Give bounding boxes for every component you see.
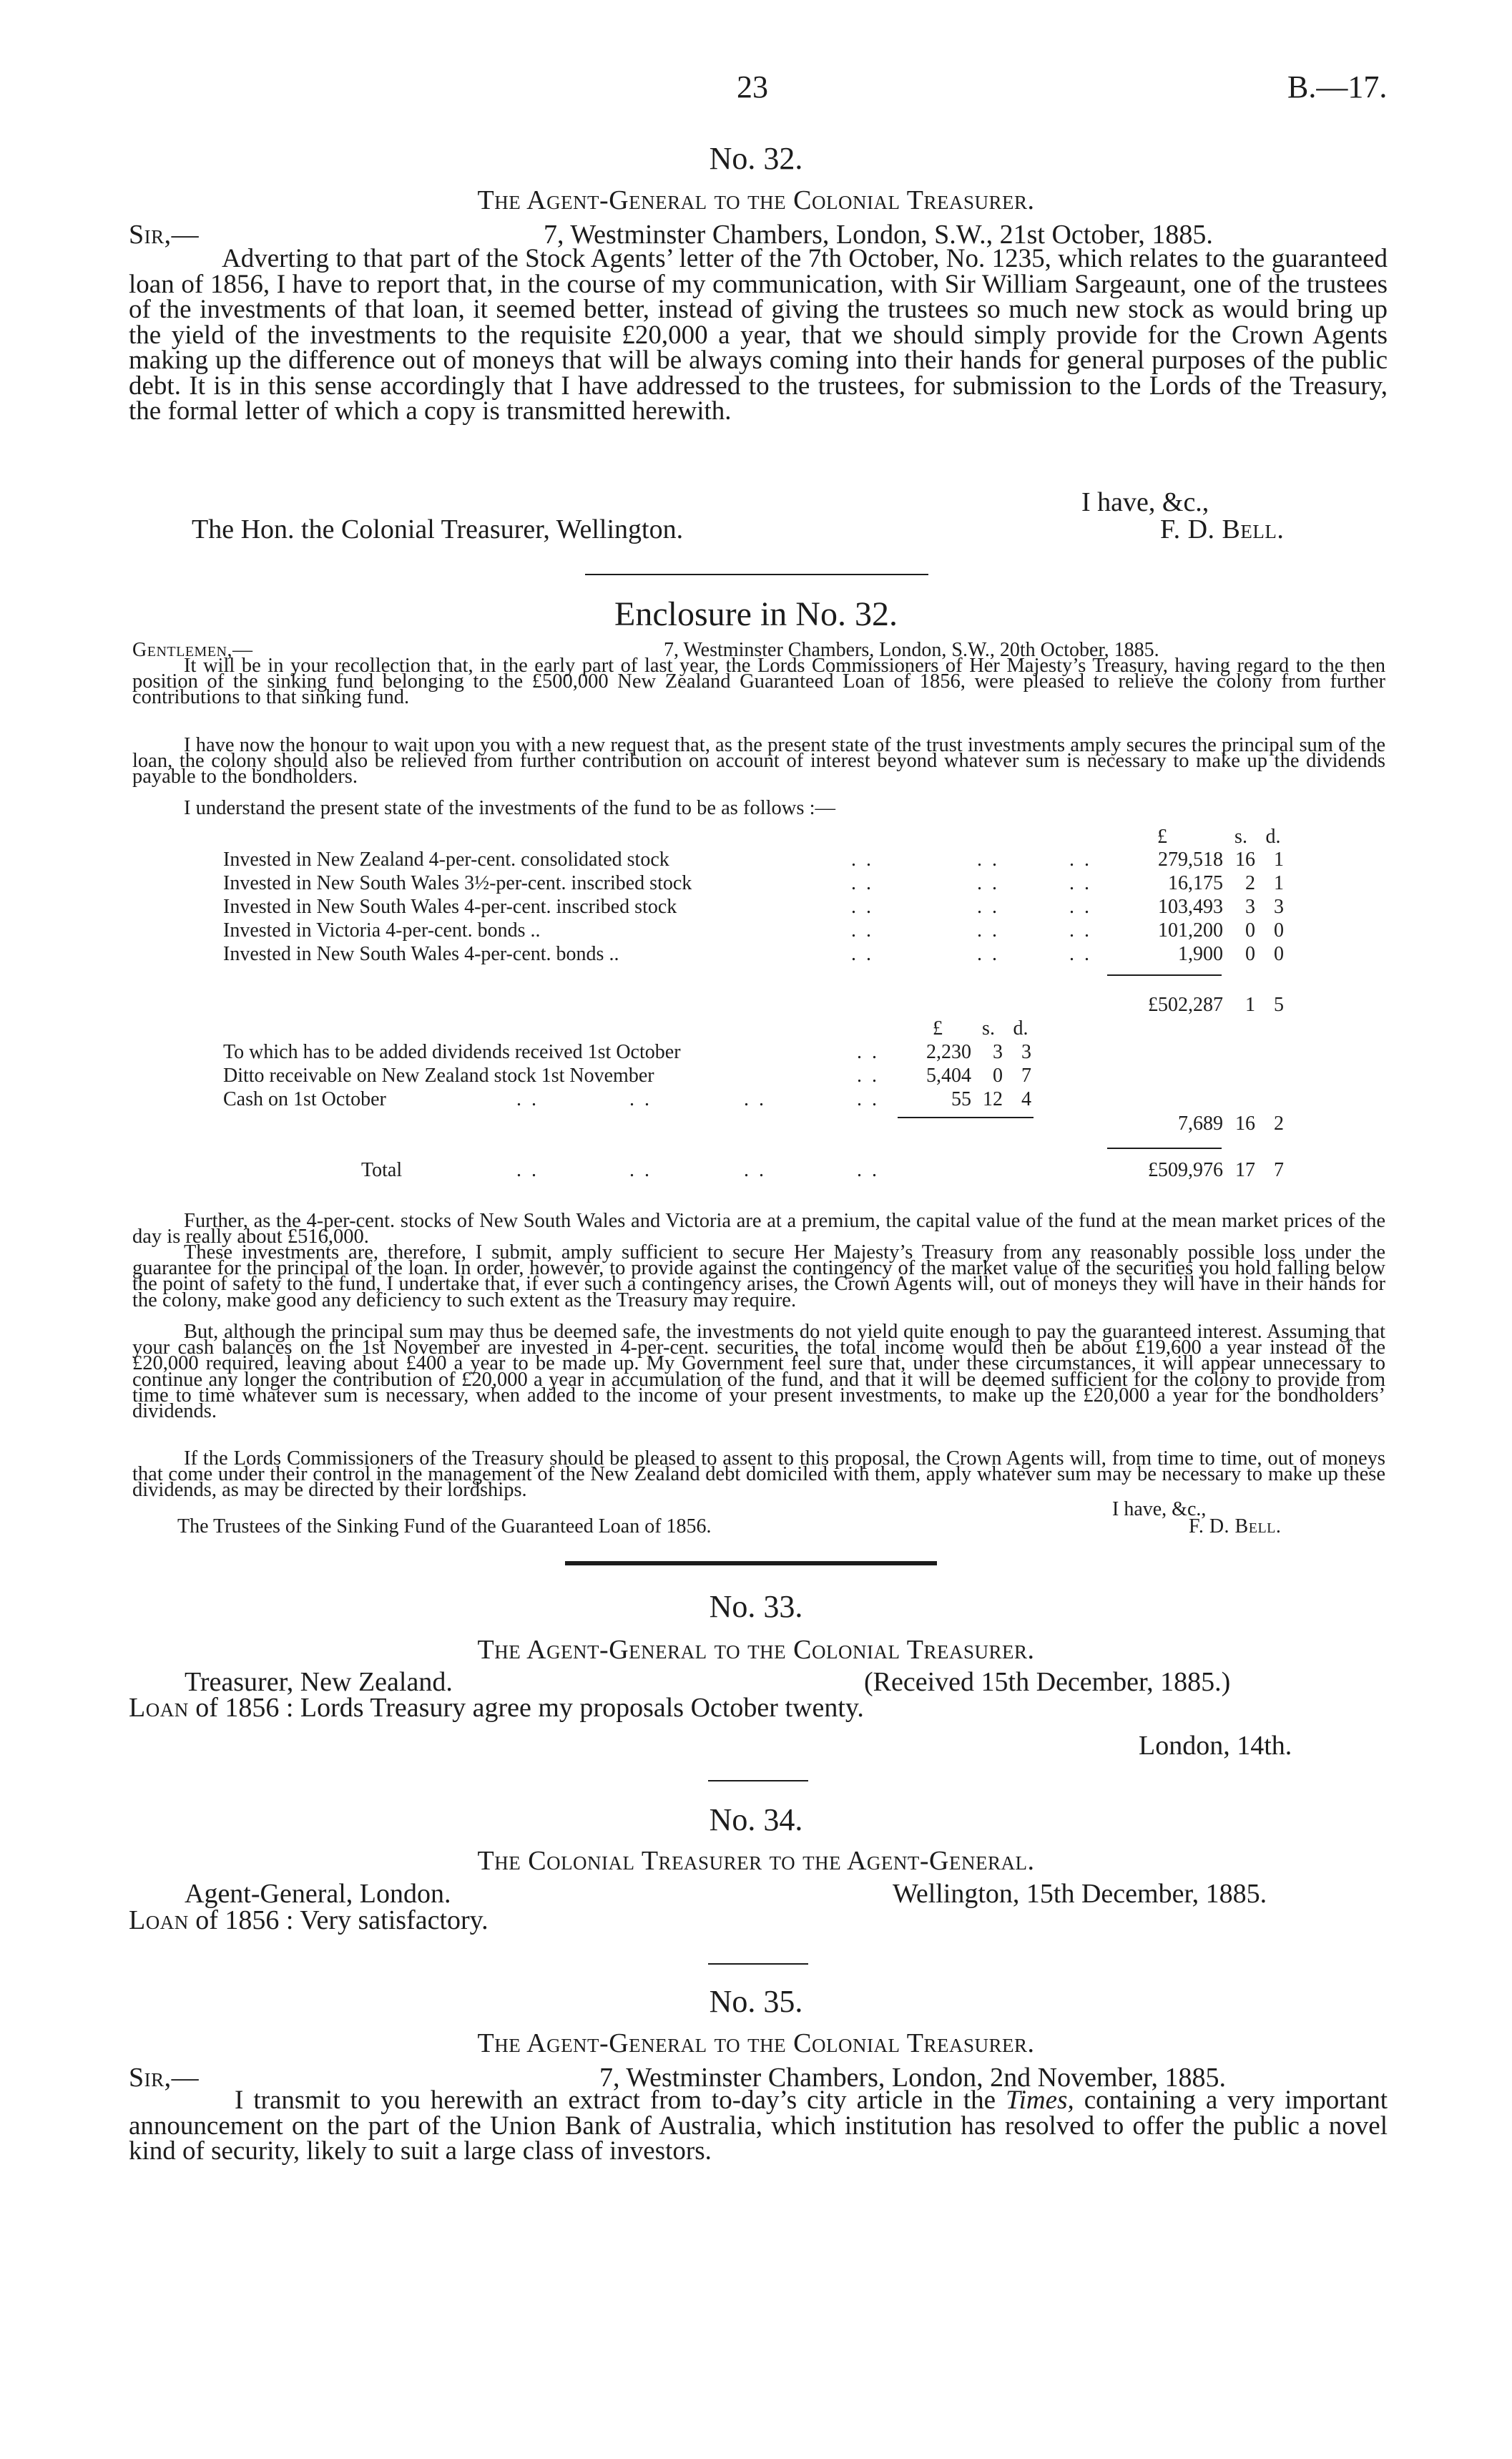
amount-pounds: 1,900	[1178, 943, 1223, 965]
short-divider	[708, 1780, 808, 1781]
place-date-33: London, 14th.	[1139, 1731, 1292, 1761]
amount-pence: 1	[1274, 872, 1284, 894]
sum-rule	[1107, 1148, 1222, 1149]
telegram-message-34	[129, 1905, 489, 1936]
dot-leader: ..	[516, 1088, 546, 1110]
place-date-34: Wellington, 15th December, 1885.	[893, 1879, 1267, 1909]
amount-pence: 0	[1274, 943, 1284, 965]
addressee-32: The Hon. the Colonial Treasurer, Wellington.	[192, 514, 684, 544]
received-date-33: (Received 15th December, 1885.)	[864, 1667, 1231, 1697]
enclosure-paragraph: I understand the present state of the investments of the fund to be as follows :—	[184, 797, 835, 819]
dot-leader: ..	[1069, 849, 1099, 871]
enclosure-signature: F. D. Bell.	[1189, 1515, 1282, 1538]
amount-shillings: 0	[1245, 943, 1255, 965]
column-header-pounds: £	[933, 1017, 943, 1040]
loan-label: Loan	[129, 1905, 189, 1935]
amount-pence: 3	[1274, 896, 1284, 918]
row-label: Ditto receivable on New Zealand stock 1st November	[223, 1065, 654, 1087]
subtotal-pounds: £502,287	[1148, 994, 1223, 1016]
body-35	[129, 2088, 1388, 2164]
telegram-recipient-34: Agent-General, London.	[185, 1879, 451, 1909]
amount-pounds: 103,493	[1158, 896, 1223, 918]
amount-shillings: 0	[993, 1065, 1003, 1087]
dot-leader: ..	[977, 896, 1007, 918]
dot-leader: ..	[629, 1088, 659, 1110]
dot-leader: ..	[516, 1159, 546, 1181]
loan-label: Loan	[129, 1693, 189, 1723]
dot-leader: ..	[1069, 919, 1099, 942]
body-32: Adverting to that part of the Stock Agents’ letter of the 7th October, No. 1235, which relates to the guaranteed loan of 1856, I have to report that, in the course of my communication, with Sir William Sargeaunt, one of the trustees of the investments of that loan, it seemed better, instead of giving the trustees so much new stock as would bring up the yield of the investments to the requisite £20,000 a year, that we should simply provide for the Crown Agents making up the difference out of moneys that will be always coming into their hands for general purposes of the public debt. It is in this sense accordingly that I have addressed to the trustees, for submission to the Lords of the Treasury, the formal letter of which a copy is transmitted herewith.	[129, 244, 1388, 426]
message-text: of 1856 : Very satisfactory.	[195, 1905, 489, 1935]
dot-leader: ..	[851, 896, 881, 918]
dot-leader: ..	[1069, 896, 1099, 918]
enclosure-address: 7, Westminster Chambers, London, S.W., 20th October, 1885.	[664, 639, 1159, 661]
total-pence: 7	[1274, 1159, 1284, 1181]
newspaper-title: Times,	[1006, 2086, 1074, 2115]
row-label: To which has to be added dividends received 1st October	[223, 1041, 681, 1063]
amount-pounds: 2,230	[926, 1041, 971, 1063]
column-header-shillings: s.	[1234, 826, 1247, 848]
amount-pence: 0	[1274, 919, 1284, 942]
row-label: Cash on 1st October	[223, 1088, 386, 1110]
page-number: 23	[737, 69, 768, 104]
amount-shillings: 16	[1235, 849, 1255, 871]
message-text: of 1856 : Lords Treasury agree my proposals October twenty.	[195, 1693, 864, 1723]
dot-leader: ..	[851, 849, 881, 871]
row-label: Invested in Victoria 4-per-cent. bonds ..	[223, 919, 541, 942]
enclosure-paragraph: I have now the honour to wait upon you with a new request that, as the present state of the trust investments amply secures the principal sum of the loan, the colony should also be relieved from further contribution on account of interest beyond whatever sum is necessary to make up the dividends payable to the bondholders.	[132, 734, 1385, 788]
column-header-pence: d.	[1013, 1017, 1029, 1040]
signature-32: F. D. Bell.	[1160, 514, 1285, 544]
amount-pence: 7	[1021, 1065, 1031, 1087]
salutation-35: Sir,—	[129, 2063, 200, 2093]
dot-leader: ..	[744, 1159, 774, 1181]
section-title-34: No. 34.	[709, 1802, 803, 1837]
body-text: I transmit to you herewith an extract from to-day’s city article in the	[235, 2086, 1006, 2115]
amount-shillings: 3	[993, 1041, 1003, 1063]
amount-pounds: 279,518	[1158, 849, 1223, 871]
amount-shillings: 12	[983, 1088, 1003, 1110]
amount-pence: 4	[1021, 1088, 1031, 1110]
total-pounds: £509,976	[1148, 1159, 1223, 1181]
dot-leader: ..	[857, 1159, 887, 1181]
enclosure-addressee: The Trustees of the Sinking Fund of the Guaranteed Loan of 1856.	[177, 1515, 712, 1538]
row-label: Invested in New South Wales 4-per-cent. inscribed stock	[223, 896, 677, 918]
series-reference: B.—17.	[1287, 69, 1388, 104]
total-label: Total	[361, 1159, 403, 1181]
subtotal-shillings: 1	[1245, 994, 1255, 1016]
section-title-35: No. 35.	[709, 1984, 803, 2019]
section-subtitle-34: The Colonial Treasurer to the Agent-General.	[477, 1846, 1035, 1876]
enclosure-paragraph: If the Lords Commissioners of the Treasury should be pleased to assent to this proposal, the Crown Agents will, from time to time, out of moneys that come under their control in the management of the New Zealand debt domiciled with them, apply whatever sum may be necessary to make up these dividends, as may be directed by their lordships.	[132, 1447, 1385, 1502]
section-subtitle-32: The Agent-General to the Colonial Treasurer.	[477, 185, 1035, 215]
enclosure-closing: I have, &c.,	[1112, 1498, 1207, 1520]
thick-divider	[565, 1561, 937, 1565]
subtotal-pence: 5	[1274, 994, 1284, 1016]
dot-leader: ..	[857, 1065, 887, 1087]
enclosure-title: Enclosure in No. 32.	[614, 595, 898, 633]
telegram-message-33	[129, 1692, 864, 1724]
amount-pence: 1	[1274, 849, 1284, 871]
dot-leader: ..	[851, 943, 881, 965]
enclosure-paragraph: These investments are, therefore, I submit, amply sufficient to secure Her Majesty’s Treasury from any reasonably possible loss under the guarantee for the principal of the loan. In order, however, to provide against the contingency of the market value of the securities you hold falling below the point of safety to the fund, I undertake that, if ever such a contingency arises, the Crown Agents will, out of moneys they will have in their hands for the colony, make good any deficiency to such extent as the Treasury may require.	[132, 1241, 1385, 1311]
enclosure-paragraph: It will be in your recollection that, in the early part of last year, the Lords Commissioners of Her Majesty’s Treasury, having regard to the then position of the sinking fund belonging to the £500,000 New Zealand Guaranteed Loan of 1856, were pleased to relieve the colony from further contributions to that sinking fund.	[132, 655, 1385, 709]
salutation-32: Sir,—	[129, 220, 200, 250]
additions-total-pounds: 7,689	[1178, 1113, 1223, 1135]
address-32: 7, Westminster Chambers, London, S.W., 21st October, 1885.	[544, 220, 1213, 250]
additions-total-shillings: 16	[1235, 1113, 1255, 1135]
dot-leader: ..	[1069, 943, 1099, 965]
column-header-shillings: s.	[982, 1017, 995, 1040]
row-label: Invested in New South Wales 3½-per-cent. inscribed stock	[223, 872, 692, 894]
enclosure-paragraph: But, although the principal sum may thus be deemed safe, the investments do not yield quite enough to pay the guaranteed interest. Assuming that your cash balances on the 1st November are invested in 4-per-cent. securities, the total income would then be about £19,600 a year instead of the £20,000 required, leaving about £400 a year to be made up. My Government feel sure that, under these circumstances, it will appear unnecessary to continue any longer the contribution of £20,000 a year in accumulation of the fund, and that it will be deemed sufficient for the colony to provide from time to time whatever sum is necessary, when added to the income of your present investments, to make up the £20,000 a year for the bondholders’ dividends.	[132, 1321, 1385, 1423]
row-label: Invested in New South Wales 4-per-cent. bonds ..	[223, 943, 619, 965]
dot-leader: ..	[977, 849, 1007, 871]
total-shillings: 17	[1235, 1159, 1255, 1181]
amount-shillings: 3	[1245, 896, 1255, 918]
sum-rule	[898, 1117, 1034, 1118]
amount-shillings: 2	[1245, 872, 1255, 894]
telegram-recipient-33: Treasurer, New Zealand.	[185, 1667, 453, 1697]
address-35: 7, Westminster Chambers, London, 2nd November, 1885.	[599, 2063, 1226, 2093]
column-header-pounds: £	[1157, 826, 1167, 848]
divider	[585, 574, 928, 575]
row-label: Invested in New Zealand 4-per-cent. consolidated stock	[223, 849, 669, 871]
dot-leader: ..	[977, 872, 1007, 894]
section-subtitle-33: The Agent-General to the Colonial Treasurer.	[477, 1635, 1035, 1665]
dot-leader: ..	[851, 872, 881, 894]
dot-leader: ..	[977, 919, 1007, 942]
dot-leader: ..	[977, 943, 1007, 965]
dot-leader: ..	[851, 919, 881, 942]
closing-32: I have, &c.,	[1081, 487, 1209, 517]
section-subtitle-35: The Agent-General to the Colonial Treasurer.	[477, 2028, 1035, 2058]
dot-leader: ..	[629, 1159, 659, 1181]
amount-shillings: 0	[1245, 919, 1255, 942]
body-text: containing a very important announcement on the part of the Union Bank of Australia, which institution has resolved to offer the public a novel kind of security, likely to suit a large class of investors.	[129, 2086, 1388, 2166]
enclosure-paragraph: Further, as the 4-per-cent. stocks of New South Wales and Victoria are at a premium, the capital value of the fund at the mean market prices of the day is really about £516,000.	[132, 1210, 1385, 1248]
short-divider	[708, 1963, 808, 1965]
amount-pounds: 101,200	[1158, 919, 1223, 942]
amount-pounds: 55	[951, 1088, 971, 1110]
enclosure-salutation: Gentlemen,—	[132, 639, 253, 661]
dot-leader: ..	[857, 1088, 887, 1110]
amount-pounds: 16,175	[1168, 872, 1223, 894]
sum-rule	[1107, 974, 1222, 976]
dot-leader: ..	[744, 1088, 774, 1110]
dot-leader: ..	[1069, 872, 1099, 894]
section-title-33: No. 33.	[709, 1589, 803, 1624]
section-title-32: No. 32.	[709, 141, 803, 176]
additions-total-pence: 2	[1274, 1113, 1284, 1135]
amount-pence: 3	[1021, 1041, 1031, 1063]
dot-leader: ..	[857, 1041, 887, 1063]
column-header-pence: d.	[1265, 826, 1281, 848]
amount-pounds: 5,404	[926, 1065, 971, 1087]
